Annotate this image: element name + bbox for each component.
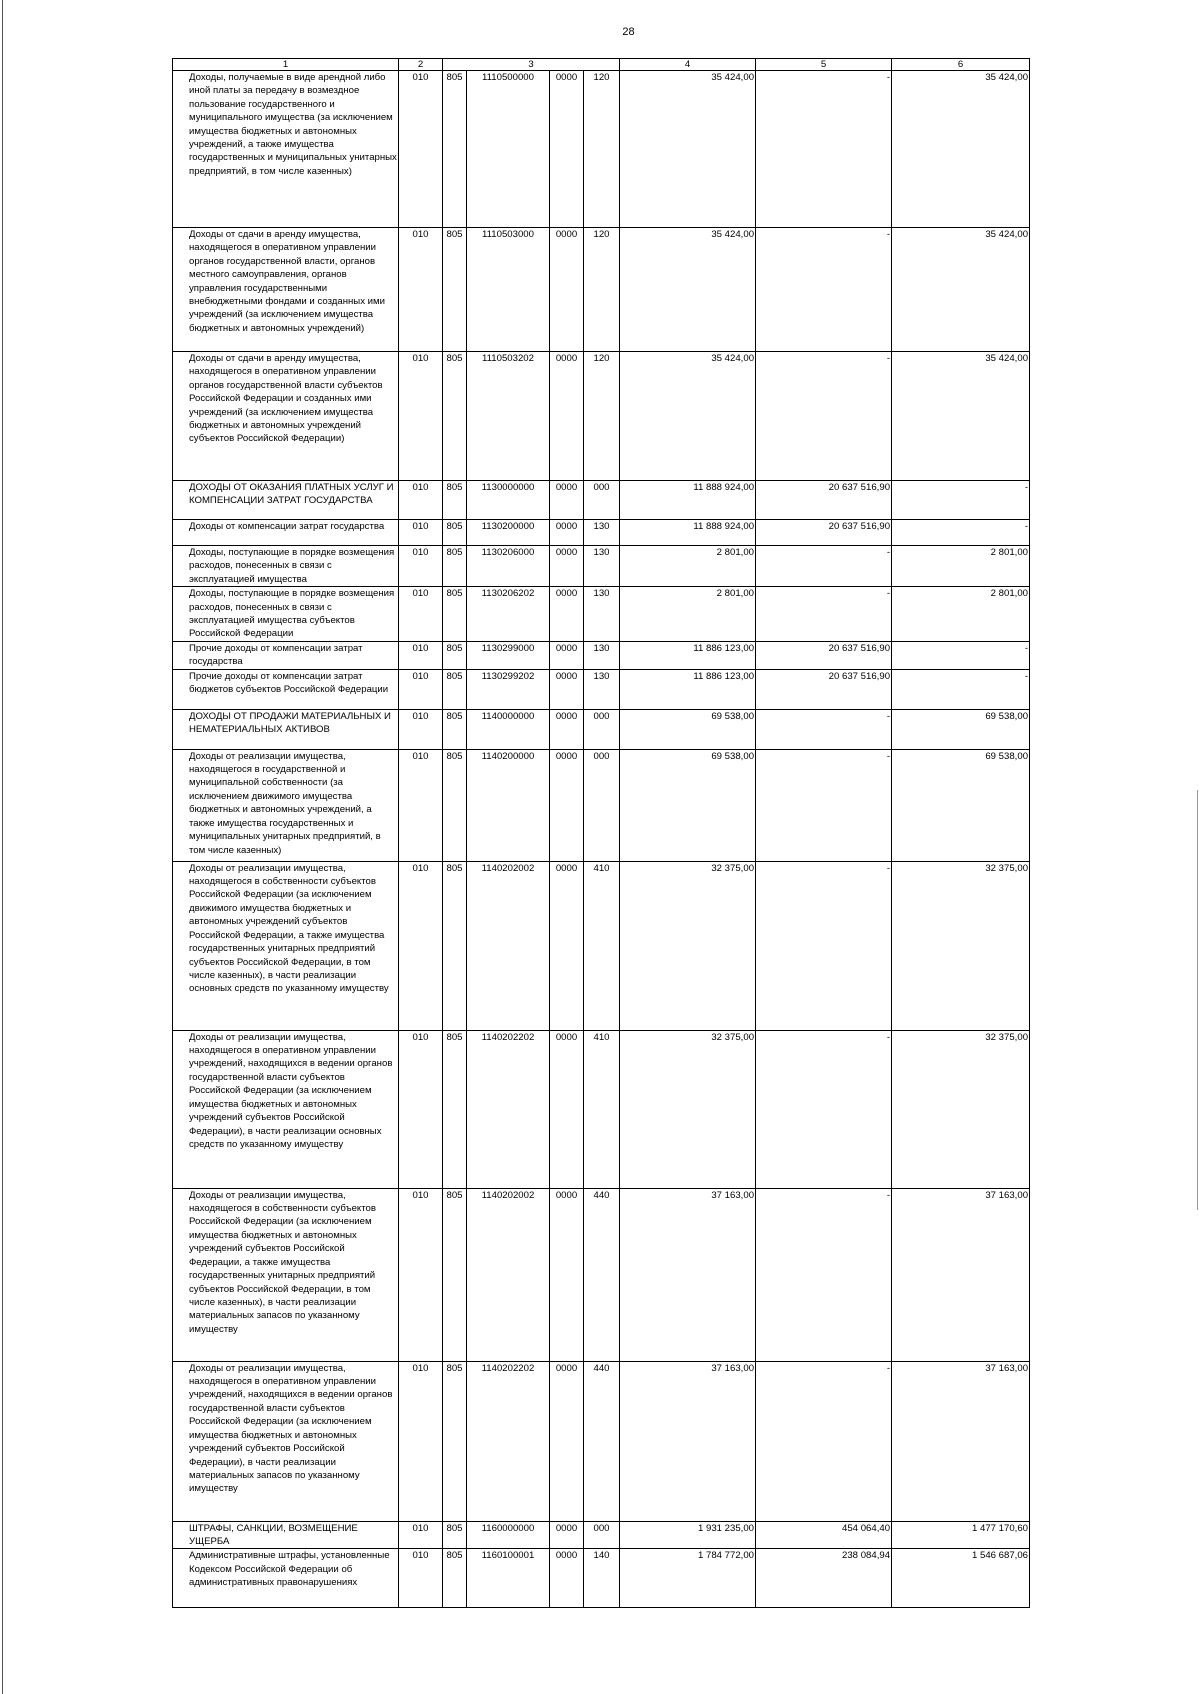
row-col4-amount-cell: 1 931 235,00	[620, 1521, 756, 1549]
row-col6-amount-cell: 37 163,00	[892, 1188, 1030, 1361]
row-col3-kbk-cell: 1110503202	[467, 352, 550, 481]
row-col5-amount-cell: -	[756, 228, 892, 352]
row-col3-admin-cell: 805	[443, 669, 467, 709]
row-col3-admin-cell: 805	[443, 861, 467, 1030]
column-header-2: 2	[399, 59, 443, 71]
row-col3-program-cell: 0000	[550, 481, 584, 520]
column-number-row	[173, 59, 1030, 71]
row-col3-program-cell: 0000	[550, 749, 584, 861]
row-col3-kbk-cell: 1130299000	[467, 641, 550, 669]
row-col5-amount-cell: -	[756, 709, 892, 749]
row-col5-amount-cell: -	[756, 1188, 892, 1361]
row-col3-kosgu-cell: 410	[584, 1030, 620, 1188]
row-name-cell: Доходы от реализации имущества, находящегося в собственности субъектов Российской Федерации (за исключением движимого имущества бюджетных и автономных учреждений субъектов Российской Федерации, а также имущества государственных унитарных предприятий субъектов Российской Федерации, в том числе казенных), в части реализации основных средств по указанному имуществу	[173, 861, 399, 1030]
row-name-cell: Доходы от сдачи в аренду имущества, находящегося в оперативном управлении органов государственной власти субъектов Российской Федерации и созданных ими учреждений (за исключением имущества бюджетных и автономных учреждений субъектов Российской Федерации)	[173, 352, 399, 481]
row-col6-amount-cell: 2 801,00	[892, 587, 1030, 642]
row-col3-admin-cell: 805	[443, 1030, 467, 1188]
row-col5-amount-cell: 20 637 516,90	[756, 481, 892, 520]
row-col3-program-cell: 0000	[550, 1521, 584, 1549]
row-col3-program-cell: 0000	[550, 1361, 584, 1521]
row-col2-cell: 010	[399, 520, 443, 546]
row-col3-admin-cell: 805	[443, 71, 467, 228]
row-col5-amount-cell: -	[756, 749, 892, 861]
row-name-cell: ДОХОДЫ ОТ ПРОДАЖИ МАТЕРИАЛЬНЫХ И НЕМАТЕРИАЛЬНЫХ АКТИВОВ	[173, 709, 399, 749]
row-col3-kbk-cell: 1130200000	[467, 520, 550, 546]
row-col5-amount-cell: 20 637 516,90	[756, 520, 892, 546]
row-col6-amount-cell: 1 477 170,60	[892, 1521, 1030, 1549]
row-col2-cell: 010	[399, 1030, 443, 1188]
table-row	[173, 1361, 1030, 1521]
row-name-cell: Прочие доходы от компенсации затрат государства	[173, 641, 399, 669]
row-col2-cell: 010	[399, 1521, 443, 1549]
row-col3-kbk-cell: 1130000000	[467, 481, 550, 520]
row-col3-kosgu-cell: 000	[584, 481, 620, 520]
row-col3-program-cell: 0000	[550, 352, 584, 481]
row-col3-program-cell: 0000	[550, 1549, 584, 1608]
row-col3-kbk-cell: 1110503000	[467, 228, 550, 352]
row-col6-amount-cell: 32 375,00	[892, 1030, 1030, 1188]
row-col3-kosgu-cell: 120	[584, 71, 620, 228]
row-col5-amount-cell: 20 637 516,90	[756, 669, 892, 709]
row-col3-program-cell: 0000	[550, 71, 584, 228]
row-col3-kosgu-cell: 440	[584, 1188, 620, 1361]
row-col3-kbk-cell: 1160100001	[467, 1549, 550, 1608]
row-col6-amount-cell: 69 538,00	[892, 749, 1030, 861]
row-col6-amount-cell: -	[892, 641, 1030, 669]
row-col3-kosgu-cell: 130	[584, 669, 620, 709]
row-col5-amount-cell: -	[756, 352, 892, 481]
table-row	[173, 71, 1030, 228]
row-col2-cell: 010	[399, 709, 443, 749]
row-col3-admin-cell: 805	[443, 1188, 467, 1361]
row-col3-program-cell: 0000	[550, 228, 584, 352]
row-name-cell: Прочие доходы от компенсации затрат бюджетов субъектов Российской Федерации	[173, 669, 399, 709]
row-col6-amount-cell: 35 424,00	[892, 228, 1030, 352]
row-col3-kbk-cell: 1140202202	[467, 1030, 550, 1188]
row-col4-amount-cell: 32 375,00	[620, 1030, 756, 1188]
row-col3-kbk-cell: 1130299202	[467, 669, 550, 709]
row-col4-amount-cell: 32 375,00	[620, 861, 756, 1030]
row-col3-kosgu-cell: 130	[584, 546, 620, 587]
row-col3-kosgu-cell: 440	[584, 1361, 620, 1521]
row-col6-amount-cell: -	[892, 520, 1030, 546]
row-col3-admin-cell: 805	[443, 709, 467, 749]
row-col6-amount-cell: 32 375,00	[892, 861, 1030, 1030]
row-col4-amount-cell: 37 163,00	[620, 1188, 756, 1361]
row-col3-program-cell: 0000	[550, 546, 584, 587]
row-col3-admin-cell: 805	[443, 1361, 467, 1521]
row-col3-kosgu-cell: 410	[584, 861, 620, 1030]
row-col6-amount-cell: 2 801,00	[892, 546, 1030, 587]
table-row	[173, 546, 1030, 587]
row-col2-cell: 010	[399, 1361, 443, 1521]
table-row	[173, 641, 1030, 669]
row-col3-kbk-cell: 1140202002	[467, 861, 550, 1030]
table-row	[173, 481, 1030, 520]
table-row	[173, 1521, 1030, 1549]
row-col3-admin-cell: 805	[443, 641, 467, 669]
column-header-4: 4	[620, 59, 756, 71]
row-col3-admin-cell: 805	[443, 352, 467, 481]
row-col3-admin-cell: 805	[443, 228, 467, 352]
row-col3-kbk-cell: 1110500000	[467, 71, 550, 228]
row-col3-kbk-cell: 1140202202	[467, 1361, 550, 1521]
row-col4-amount-cell: 11 888 924,00	[620, 481, 756, 520]
row-col6-amount-cell: 1 546 687,06	[892, 1549, 1030, 1608]
row-col3-program-cell: 0000	[550, 709, 584, 749]
row-col6-amount-cell: -	[892, 669, 1030, 709]
row-col4-amount-cell: 1 784 772,00	[620, 1549, 756, 1608]
row-col4-amount-cell: 37 163,00	[620, 1361, 756, 1521]
table-row	[173, 520, 1030, 546]
row-name-cell: Доходы от реализации имущества, находящегося в государственной и муниципальной собственности (за исключением движимого имущества бюджетных и автономных учреждений, а также имущества государственных и муниципальных унитарных предприятий, в том числе казенных)	[173, 749, 399, 861]
row-col3-kbk-cell: 1130206202	[467, 587, 550, 642]
table-row	[173, 709, 1030, 749]
row-col3-kosgu-cell: 120	[584, 352, 620, 481]
row-col4-amount-cell: 35 424,00	[620, 71, 756, 228]
column-header-3: 3	[443, 59, 620, 71]
row-col4-amount-cell: 2 801,00	[620, 587, 756, 642]
row-col5-amount-cell: 454 064,40	[756, 1521, 892, 1549]
row-name-cell: ДОХОДЫ ОТ ОКАЗАНИЯ ПЛАТНЫХ УСЛУГ И КОМПЕНСАЦИИ ЗАТРАТ ГОСУДАРСТВА	[173, 481, 399, 520]
table-row	[173, 749, 1030, 861]
column-header-5: 5	[756, 59, 892, 71]
row-col4-amount-cell: 69 538,00	[620, 749, 756, 861]
row-col3-kosgu-cell: 130	[584, 641, 620, 669]
row-col2-cell: 010	[399, 546, 443, 587]
row-col3-kbk-cell: 1140202002	[467, 1188, 550, 1361]
row-col3-kosgu-cell: 130	[584, 520, 620, 546]
row-col3-program-cell: 0000	[550, 1030, 584, 1188]
row-col3-program-cell: 0000	[550, 861, 584, 1030]
row-col5-amount-cell: 20 637 516,90	[756, 641, 892, 669]
row-col4-amount-cell: 35 424,00	[620, 228, 756, 352]
row-col6-amount-cell: 69 538,00	[892, 709, 1030, 749]
row-col5-amount-cell: -	[756, 1030, 892, 1188]
row-col6-amount-cell: 35 424,00	[892, 352, 1030, 481]
row-name-cell: Доходы от компенсации затрат государства	[173, 520, 399, 546]
row-col4-amount-cell: 11 886 123,00	[620, 641, 756, 669]
row-col4-amount-cell: 11 886 123,00	[620, 669, 756, 709]
row-col2-cell: 010	[399, 71, 443, 228]
row-col3-kosgu-cell: 120	[584, 228, 620, 352]
scan-margin-line	[2, 0, 3, 1694]
row-name-cell: Доходы от реализации имущества, находящегося в собственности субъектов Российской Федерации (за исключением имущества бюджетных и автономных учреждений субъектов Российской Федерации, а также имущества государственных унитарных предприятий субъектов Российской Федерации, в том числе казенных), в части реализации материальных запасов по указанному имуществу	[173, 1188, 399, 1361]
row-col5-amount-cell: -	[756, 71, 892, 228]
row-col6-amount-cell: 35 424,00	[892, 71, 1030, 228]
table-row	[173, 1030, 1030, 1188]
row-col2-cell: 010	[399, 749, 443, 861]
row-name-cell: Доходы, получаемые в виде арендной либо иной платы за передачу в возмездное пользование государственного и муниципального имущества (за исключением имущества бюджетных и автономных учреждений, а также имущества государственных и муниципальных унитарных предприятий, в том числе казенных)	[173, 71, 399, 228]
column-header-6: 6	[892, 59, 1030, 71]
row-col2-cell: 010	[399, 352, 443, 481]
row-col3-kosgu-cell: 140	[584, 1549, 620, 1608]
row-col5-amount-cell: 238 084,94	[756, 1549, 892, 1608]
table-row	[173, 352, 1030, 481]
row-col2-cell: 010	[399, 641, 443, 669]
table-row	[173, 861, 1030, 1030]
row-col3-program-cell: 0000	[550, 1188, 584, 1361]
row-col6-amount-cell: 37 163,00	[892, 1361, 1030, 1521]
row-col4-amount-cell: 69 538,00	[620, 709, 756, 749]
row-col3-program-cell: 0000	[550, 641, 584, 669]
row-col5-amount-cell: -	[756, 546, 892, 587]
row-col5-amount-cell: -	[756, 861, 892, 1030]
table-row	[173, 1549, 1030, 1608]
row-col2-cell: 010	[399, 1188, 443, 1361]
row-col3-program-cell: 0000	[550, 669, 584, 709]
row-col3-admin-cell: 805	[443, 1521, 467, 1549]
row-col3-kosgu-cell: 130	[584, 587, 620, 642]
row-col3-admin-cell: 805	[443, 587, 467, 642]
table-row	[173, 228, 1030, 352]
row-col3-kbk-cell: 1160000000	[467, 1521, 550, 1549]
revenue-table	[172, 58, 1030, 1608]
row-name-cell: Доходы, поступающие в порядке возмещения расходов, понесенных в связи с эксплуатацией имущества субъектов Российской Федерации	[173, 587, 399, 642]
scan-margin-line-right	[1197, 790, 1198, 1210]
row-col3-admin-cell: 805	[443, 520, 467, 546]
row-col3-admin-cell: 805	[443, 1549, 467, 1608]
row-col6-amount-cell: -	[892, 481, 1030, 520]
row-col3-admin-cell: 805	[443, 546, 467, 587]
row-col3-kbk-cell: 1140200000	[467, 749, 550, 861]
table-row	[173, 587, 1030, 642]
row-col3-kosgu-cell: 000	[584, 749, 620, 861]
row-col4-amount-cell: 11 888 924,00	[620, 520, 756, 546]
row-col2-cell: 010	[399, 669, 443, 709]
row-name-cell: Доходы от реализации имущества, находящегося в оперативном управлении учреждений, находящихся в ведении органов государственной власти субъектов Российской Федерации (за исключением имущества бюджетных и автономных учреждений субъектов Российской Федерации), в части реализации основных средств по указанному имуществу	[173, 1030, 399, 1188]
row-name-cell: Доходы, поступающие в порядке возмещения расходов, понесенных в связи с эксплуатацией имущества	[173, 546, 399, 587]
row-col3-kbk-cell: 1130206000	[467, 546, 550, 587]
row-col5-amount-cell: -	[756, 587, 892, 642]
row-col3-program-cell: 0000	[550, 520, 584, 546]
row-col2-cell: 010	[399, 587, 443, 642]
row-name-cell: Административные штрафы, установленные Кодексом Российской Федерации об административных правонарушениях	[173, 1549, 399, 1608]
column-header-1: 1	[173, 59, 399, 71]
row-name-cell: Доходы от реализации имущества, находящегося в оперативном управлении учреждений, находящихся в ведении органов государственной власти субъектов Российской Федерации (за исключением имущества бюджетных и автономных учреждений субъектов Российской Федерации), в части реализации материальных запасов по указанному имуществу	[173, 1361, 399, 1521]
row-col3-kbk-cell: 1140000000	[467, 709, 550, 749]
row-col2-cell: 010	[399, 1549, 443, 1608]
row-col5-amount-cell: -	[756, 1361, 892, 1521]
row-col3-program-cell: 0000	[550, 587, 584, 642]
row-name-cell: Доходы от сдачи в аренду имущества, находящегося в оперативном управлении органов государственной власти, органов местного самоуправления, органов управления государственными внебюджетными фондами и созданных ими учреждений (за исключением имущества бюджетных и автономных учреждений)	[173, 228, 399, 352]
row-col4-amount-cell: 35 424,00	[620, 352, 756, 481]
row-col3-admin-cell: 805	[443, 749, 467, 861]
table-row	[173, 669, 1030, 709]
row-col4-amount-cell: 2 801,00	[620, 546, 756, 587]
row-col3-kosgu-cell: 000	[584, 709, 620, 749]
row-col3-admin-cell: 805	[443, 481, 467, 520]
row-name-cell: ШТРАФЫ, САНКЦИИ, ВОЗМЕЩЕНИЕ УЩЕРБА	[173, 1521, 399, 1549]
table-row	[173, 1188, 1030, 1361]
row-col2-cell: 010	[399, 481, 443, 520]
row-col2-cell: 010	[399, 861, 443, 1030]
page-number: 28	[622, 26, 635, 38]
row-col3-kosgu-cell: 000	[584, 1521, 620, 1549]
row-col2-cell: 010	[399, 228, 443, 352]
